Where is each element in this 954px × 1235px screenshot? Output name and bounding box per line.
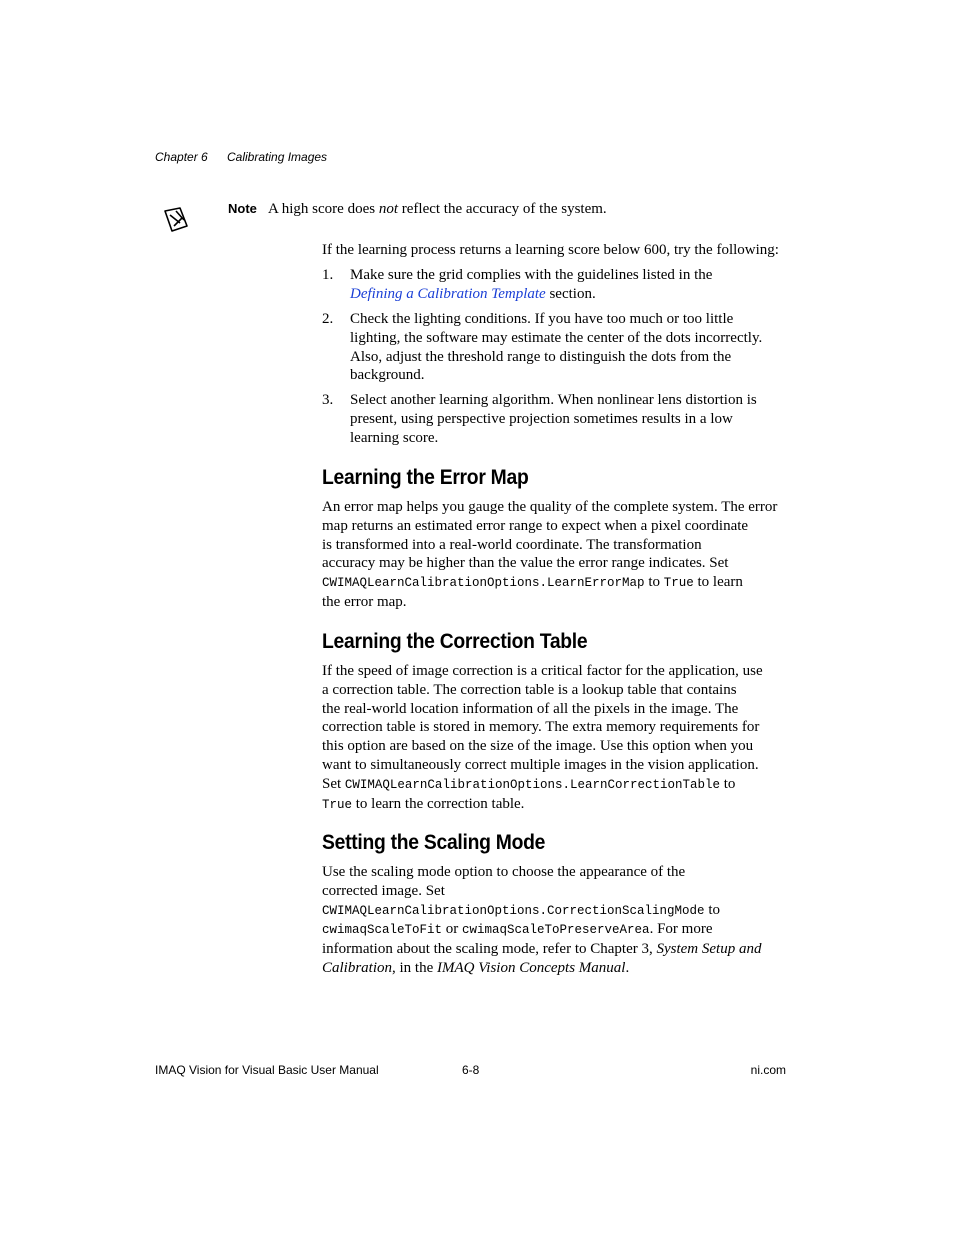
heading-learning-correction-table: Learning the Correction Table [322, 630, 588, 653]
code-learn-error-map: CWIMAQLearnCalibrationOptions.LearnErrorMap [322, 576, 645, 591]
note-emphasis: not [378, 201, 398, 217]
footer-manual-title: IMAQ Vision for Visual Basic User Manual [155, 1063, 379, 1077]
intro-paragraph: If the learning process returns a learning score below 600, try the following: [322, 242, 779, 258]
note-label: Note [228, 201, 257, 216]
heading-learning-error-map: Learning the Error Map [322, 466, 529, 489]
running-header-title: Calibrating Images [227, 150, 328, 164]
correction-table-paragraph: If the speed of image correction is a critical factor for the application, use a correction table. The correction table is a lookup table that contains the real-world location information of all the pixels in the image. The correction table is stored in memory. The extra memory requirements for this option are based on the size of the image. Use this option when you want to simultaneously correct multiple images in the vision application. Set CWIMAQLearnCalibrationOptions.LearnCorrectionTable to True to learn the correction table. [322, 663, 763, 812]
note-pencil-icon [162, 206, 190, 234]
code-true: True [322, 797, 353, 812]
code-learn-correction-table: CWIMAQLearnCalibrationOptions.LearnCorrectionTable [344, 777, 720, 792]
code-true: True [663, 576, 694, 591]
footer-page-number: 6-8 [462, 1063, 480, 1077]
heading-setting-scaling-mode: Setting the Scaling Mode [322, 831, 546, 854]
running-header-chapter: Chapter 6 [155, 150, 208, 164]
code-scale-to-fit: cwimaqScaleToFit [322, 923, 443, 938]
note-text: A high score does not reflect the accuracy of the system. [268, 201, 607, 217]
error-map-paragraph: An error map helps you gauge the quality of the complete system. The error map returns an estimated error range to expect when a pixel coordinate is transformed into a real-world coordinate. The transformation accuracy may be higher than the value the error range indicates. Set CWIMAQLearnCalibrationOptions.LearnErrorMap to True to learn the error map. [322, 499, 778, 610]
calibration-template-link[interactable]: Defining a Calibration Template [350, 285, 546, 302]
code-scale-to-preserve-area: cwimaqScaleToPreserveArea [462, 923, 650, 938]
scaling-mode-paragraph: Use the scaling mode option to choose the appearance of the corrected image. Set CWIMAQLearnCalibrationOptions.CorrectionScalingMode to cwimaqScaleToFit or cwimaqScaleToPreserveArea. For more information about the scaling mode, refer to Chapter 3, System Setup and Calibration, in the IMAQ Vision Concepts Manual. [322, 864, 762, 976]
code-correction-scaling-mode: CWIMAQLearnCalibrationOptions.CorrectionScalingMode [322, 903, 705, 918]
footer-site: ni.com [750, 1063, 786, 1077]
